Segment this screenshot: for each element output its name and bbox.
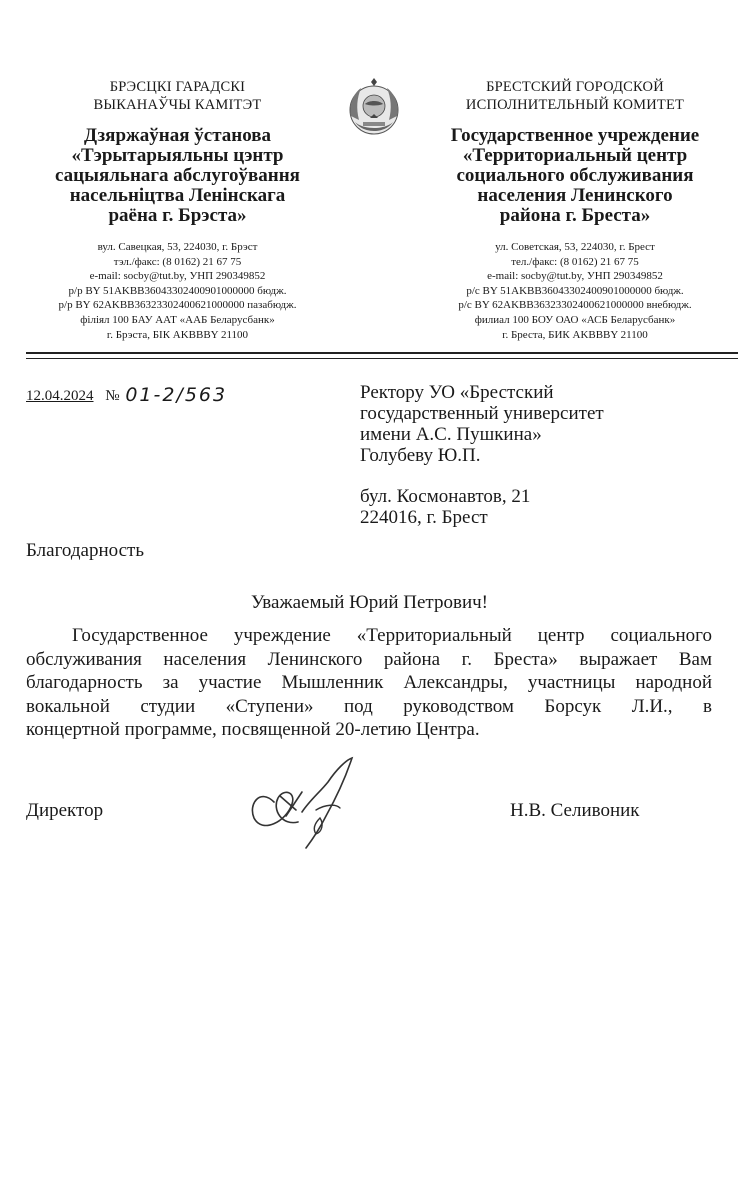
- institution-name-by: Дзяржаўная ўстанова «Тэрытарыяльны цэнтр сацыяльнага абслугоўвання насельніцтва Ленінскага раёна г. Брэста»: [55, 125, 300, 226]
- signatory-name: Н.В. Селивоник: [510, 800, 640, 821]
- contacts-ru: ул. Советская, 53, 224030, г. Брест тел./факс: (8 0162) 21 67 75 e-mail: socby@tut.by, УНП 290349852 р/с BY 51AKBB36043302400901000000 бюдж. р/с BY 62AKBB36323302400621000000 внебюдж. филиал 100 БОУ ОАО «АСБ Беларусбанк» г. Бреста, БИК AKBBBY 21100: [458, 241, 692, 341]
- committee-name-ru: БРЕСТСКИЙ ГОРОДСКОЙ ИСПОЛНИТЕЛЬНЫЙ КОМИТЕТ: [465, 79, 685, 113]
- number-sign: №: [105, 388, 120, 404]
- registration-number: 01-2/563: [125, 384, 228, 406]
- signatory-title: Директор: [26, 800, 104, 821]
- institution-name-ru: Государственное учреждение «Территориальный центр социального обслуживания населения Ленинского района г. Бреста»: [450, 125, 700, 226]
- document-date: 12.04.2024: [26, 388, 94, 404]
- header-russian: [420, 78, 730, 342]
- header-divider-thick: [26, 352, 738, 354]
- salutation: Уважаемый Юрий Петрович!: [251, 592, 488, 613]
- committee-name-by: БРЭСЦКІ ГАРАДСКІ ВЫКАНАЎЧЫ КАМІТЭТ: [93, 79, 262, 113]
- body-line: концертной программе, посвященной 20-летию Центра.: [26, 719, 480, 740]
- addressee-address: бул. Космонавтов, 21: [360, 486, 531, 507]
- contacts-by: вул. Савецкая, 53, 224030, г. Брэст тэл./факс: (8 0162) 21 67 75 e-mail: socby@tut.by, УНП 290349852 р/р BY 51AKBB36043302400901000000 бюдж. р/р BY 62AKBB36323302400621000000 пазабюдж. філіял 100 БАУ ААТ «ААБ Беларусбанк» г. Брэста, БІК AKBBBY 21100: [58, 241, 297, 341]
- state-emblem-icon: [341, 76, 407, 142]
- document-meta: [26, 383, 227, 405]
- body-line: благодарность за участие Мышленник Александры, участницы народной: [26, 672, 712, 693]
- document-type: Благодарность: [26, 540, 144, 561]
- header-belarusian: [20, 78, 335, 342]
- handwritten-signature: [240, 752, 370, 852]
- body-line: Государственное учреждение «Территориальный центр социального: [72, 625, 712, 646]
- addressee-block: Ректору УО «Брестский государственный университет имени А.С. Пушкина» Голубеву Ю.П. бул. Космонавтов, 21 224016, г. Брест: [360, 382, 604, 528]
- body-line: вокальной студии «Ступени» под руководством Борсук Л.И., в: [26, 695, 712, 717]
- body-line: обслуживания населения Ленинского района г. Бреста» выражает Вам: [26, 648, 712, 670]
- header-divider-thin: [26, 358, 738, 359]
- letter-body: [26, 624, 712, 742]
